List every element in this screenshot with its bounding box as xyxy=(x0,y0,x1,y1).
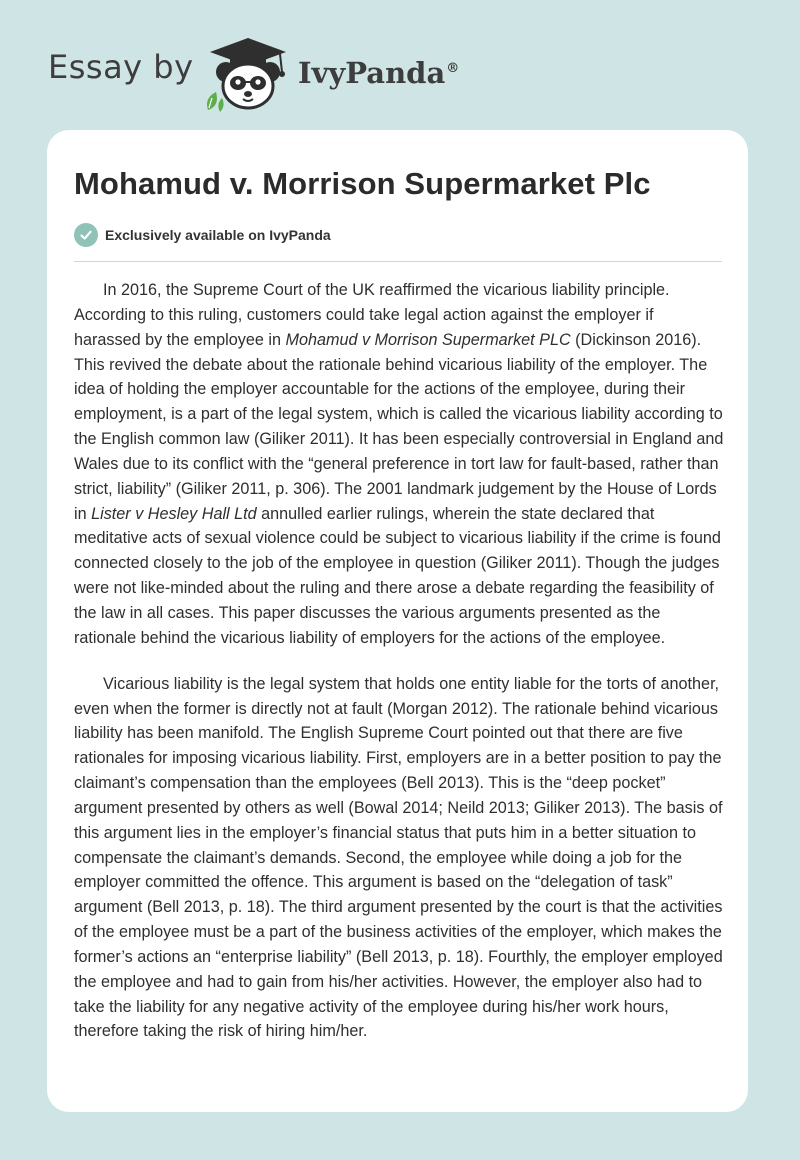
paragraph-text: annulled earlier rulings, wherein the state declared that meditative acts of sexual violence could be subject to vicarious liability if the crime is found connected closely to the job of the employee in question (Giliker 2011). Though the judges were not like-minded about the ruling and there arose a debate regarding the feasibility of the law in all cases. This paper discusses the various arguments presented as the rationale behind the vicarious liability of employers for the actions of the employee. xyxy=(74,504,721,647)
essay-by-label: Essay by xyxy=(48,48,194,86)
checkmark-icon xyxy=(74,223,98,247)
brand-name[interactable] xyxy=(298,56,459,90)
exclusive-label: Exclusively available on IvyPanda xyxy=(105,227,331,243)
paragraph xyxy=(74,278,724,651)
case-name: Mohamud v Morrison Supermarket PLC xyxy=(285,330,571,349)
panda-logo-icon[interactable] xyxy=(200,36,296,112)
paragraph: Vicarious liability is the legal system that holds one entity liable for the torts of another, even when the former is directly not at fault (Morgan 2012). The rationale behind vicarious liability has been manifold. The English Supreme Court pointed out that there are five rationales for imposing vicarious liability. First, employers are in a better position to pay the claimant’s compensation than the employees (Bell 2013). This is the “deep pocket” argument presented by others as well (Bowal 2014; Neild 2013; Giliker 2013). The basis of this argument lies in the employer’s financial status that puts him in a better situation to compensate the claimant’s demands. Second, the employee while doing a job for the employer committed the offence. This argument is based on the “delegation of task” argument (Bell 2013, p. 18). The third argument presented by the court is that the activities of the employee must be a part of the business activities of the employer, which makes the former’s actions an “enterprise liability” (Bell 2013, p. 18). Fourthly, the employer employed the employee and had to gain from his/her activities. However, the employer also had to take the liability for any negative activity of the employee during his/her work hours, therefore taking the risk of hiring him/her. xyxy=(74,674,723,1041)
registered-mark: ® xyxy=(446,61,460,77)
case-name: Lister v Hesley Hall Ltd xyxy=(91,504,257,523)
paragraph-text: In 2016, the Supreme Court of the UK reaffirmed the vicarious liability principle. According to this ruling, customers could take legal action against the employer if harassed by the employee in xyxy=(74,281,670,349)
essay-card xyxy=(47,130,748,1112)
brand-text: IvyPanda xyxy=(298,56,446,90)
essay-body xyxy=(74,278,724,1065)
site-header xyxy=(48,28,768,108)
page-title: Mohamud v. Morrison Supermarket Plc xyxy=(74,166,651,201)
exclusive-badge xyxy=(74,222,331,248)
paragraph-text: (Dickinson 2016). This revived the debate about the rationale behind vicarious liability of the employer. The idea of holding the employer accountable for the actions of the employee, during their employment, is a part of the legal system, which is called the vicarious liability according to the English common law (Giliker 2011). It has been especially controversial in England and Wales due to its conflict with the “general preference in tort law for fault-based, rather than strict, liability” (Giliker 2011, p. 306). The 2001 landmark judgement by the House of Lords in xyxy=(74,330,724,523)
divider xyxy=(74,261,722,262)
